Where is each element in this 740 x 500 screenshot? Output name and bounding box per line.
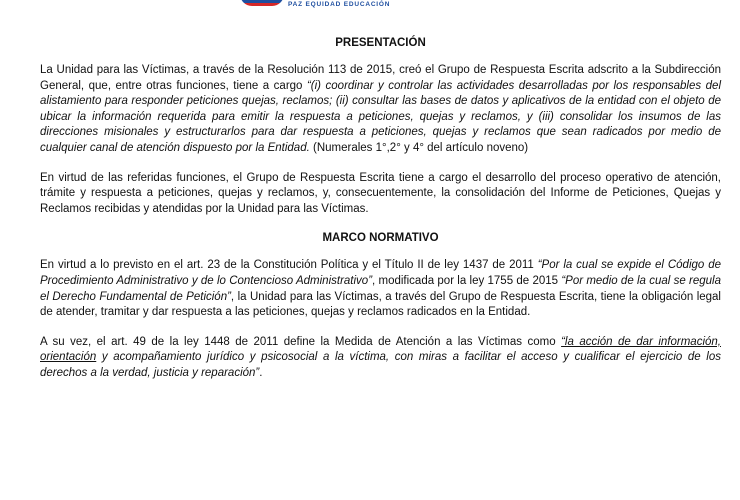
paragraph-presentacion-2: En virtud de las referidas funciones, el Grupo de Respuesta Escrita tiene a cargo el desarrollo del proceso operativo de atención, trámite y respuesta a peticiones, quejas y reclamos, y, consecuentemente, la consolidación del Informe de Peticiones, Quejas y Reclamos recibidas y atendidas por la Unidad para las Víctimas. [40, 171, 721, 215]
document-body [40, 36, 721, 382]
quoted-functions: “(i) coordinar y controlar las actividades desarrolladas por los responsables del alistamiento para responder peticiones quejas, reclamos; (ii) consultar las bases de datos y aplicativos de la entidad con el objeto de ubicar la información requerida para emitir la respuesta a peticiones, quejas y reclamos, y (iii) consolidar los insumos de las direcciones misionales y estructurarlos para dar respuesta a peticiones, quejas y reclamos que sean radicados por medio de cualquier canal de atención dispuesto por la Entidad. [40, 79, 722, 154]
header-logo [236, 0, 396, 12]
underlined-quote: “la acción de dar información, orientación [40, 335, 721, 364]
header-motto: PAZ EQUIDAD EDUCACIÓN [288, 1, 391, 8]
law-title-1437: “Por la cual se expide el Código de Procedimiento Administrativo y de lo Contencioso Administrativo” [40, 259, 721, 287]
colombia-flag-icon [240, 0, 284, 6]
law-title-1755: “Por medio de la cual se regula el Derecho Fundamental de Petición” [40, 274, 721, 303]
paragraph-marco-2: A su vez, el art. 49 de la ley 1448 de 2011 define la Medida de Atención a las Víctimas como “la acción de dar información, orientación y acompañamiento jurídico y psicosocial a la víctima, con miras a facilitar el acceso y cualificar el ejercicio de los derechos a la verdad, justicia y reparación”. [40, 335, 721, 379]
section-title-presentacion: PRESENTACIÓN [335, 37, 426, 49]
paragraph-presentacion-1: La Unidad para las Víctimas, a través de la Resolución 113 de 2015, creó el Grupo de Respuesta Escrita adscrito a la Subdirección General, que, entre otras funciones, tiene a cargo “(i) coordinar y controlar las actividades desarrolladas por los responsables del alistamiento para responder peticiones quejas, reclamos; (ii) consultar las bases de datos y aplicativos de la entidad con el objeto de ubicar la información requerida para emitir la respuesta a peticiones, quejas y reclamos, y (iii) consolidar los insumos de las direcciones misionales y estructurarlos para dar respuesta a peticiones, quejas y reclamos que sean radicados por medio de cualquier canal de atención dispuesto por la Entidad. (Numerales 1°,2° y 4° del artículo noveno) [40, 64, 722, 154]
section-title-marco-normativo: MARCO NORMATIVO [322, 232, 439, 245]
quoted-definition: y acompañamiento jurídico y psicosocial a la víctima, con miras a facilitar el acceso y cualificar el ejercicio de los derechos a la verdad, justicia y reparación” [40, 351, 721, 379]
paragraph-marco-1: En virtud a lo previsto en el art. 23 de la Constitución Política y el Título II de ley 1437 de 2011 “Por la cual se expide el Código de Procedimiento Administrativo y de lo Contencioso Administrativo”, modificada por la ley 1755 de 2015 “Por medio de la cual se regula el Derecho Fundamental de Petición”, la Unidad para las Víctimas, a través del Grupo de Respuesta Escrita, tiene la obligación legal de atender, tramitar y dar respuesta a las peticiones, quejas y reclamos radicados en la Entidad. [40, 259, 721, 319]
